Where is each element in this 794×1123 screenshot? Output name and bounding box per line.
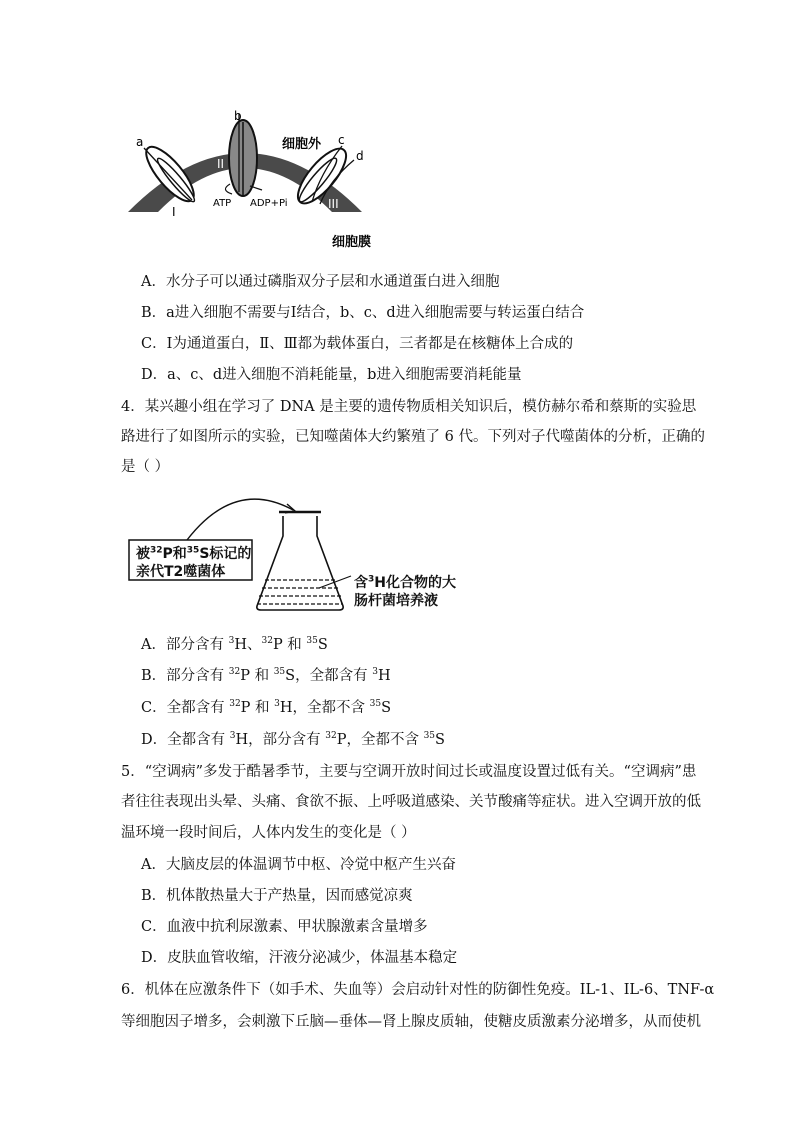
q4-option-b: B．部分含有 $^{32}$P 和 $^{35}$S，全都含有 $^3$H	[141, 667, 391, 684]
label-c: c	[338, 133, 345, 147]
q6-stem-1: 6．机体在应激条件下（如手术、失血等）会启动针对性的防御性免疫。IL-1、IL-6、TNF-α	[121, 982, 715, 998]
q3-option-d: D．a、c、d进入细胞不消耗能量，b进入细胞需要消耗能量	[141, 367, 522, 383]
q3-option-c: C．Ⅰ为通道蛋白，Ⅱ、Ⅲ都为载体蛋白，三者都是在核糖体上合成的	[141, 336, 574, 352]
label-adp: ADP+Pi	[250, 198, 288, 209]
q5-option-c: C．血液中抗利尿激素、甲状腺激素含量增多	[141, 919, 428, 935]
label-outside: 细胞外	[282, 137, 322, 152]
q5-option-b: B．机体散热量大于产热量，因而感觉凉爽	[141, 888, 413, 904]
label-a: a	[136, 135, 144, 149]
q4-option-a: A．部分含有 $^3$H、$^{32}$P 和 $^{35}$S	[141, 636, 328, 653]
q3-option-a: A．水分子可以通过磷脂双分子层和水通道蛋白进入细胞	[141, 274, 500, 290]
flask-label: 含$^3$H化合物的大 肠杆菌培养液	[354, 574, 456, 609]
q4-stem-1: 4．某兴趣小组在学习了 DNA 是主要的遗传物质相关知识后，模仿赫尔希和蔡斯的实验思	[121, 399, 697, 415]
q4-stem-3: 是（ ）	[121, 459, 170, 475]
q6-stem-2: 等细胞因子增多，会刺激下丘脑—垂体—肾上腺皮质轴，使糖皮质激素分泌增多，从而使机	[121, 1014, 701, 1030]
label-II: II	[217, 157, 225, 171]
q4-option-d: D．全都含有 $^3$H，部分含有 $^{32}$P，全都不含 $^{35}$S	[141, 731, 445, 748]
transfer-arrow	[187, 499, 293, 540]
carrier-protein-II	[229, 120, 257, 196]
label-I: I	[172, 205, 176, 219]
q4-stem-2: 路进行了如图所示的实验，已知噬菌体大约繁殖了 6 代。下列对子代噬菌体的分析，正确的	[121, 429, 705, 445]
label-d: d	[356, 149, 364, 163]
label-b: b	[234, 109, 242, 123]
label-III: III	[328, 197, 339, 211]
label-membrane: 细胞膜	[332, 235, 372, 250]
q4-option-c: C．全都含有 $^{32}$P 和 $^3$H，全都不含 $^{35}$S	[141, 699, 392, 716]
q5-option-a: A．大脑皮层的体温调节中枢、冷觉中枢产生兴奋	[141, 857, 456, 873]
q3-option-b: B．a进入细胞不需要与Ⅰ结合，b、c、d进入细胞需要与转运蛋白结合	[141, 305, 585, 321]
flask-icon	[257, 512, 343, 610]
q5-option-d: D．皮肤血管收缩，汗液分泌减少，体温基本稳定	[141, 950, 458, 966]
q5-stem-3: 温环境一段时间后，人体内发生的变化是（ ）	[121, 825, 416, 841]
q5-stem-2: 者往往表现出头晕、头痛、食欲不振、上呼吸道感染、关节酸痛等症状。进入空调开放的低	[121, 794, 701, 810]
parent-phage-label: 被$^{32}$P和$^{35}$S标记的 亲代T2噬菌体	[136, 545, 252, 580]
q5-stem-1: 5．“空调病”多发于酷暑季节，主要与空调开放时间过长或温度设置过低有关。“空调病”患	[121, 764, 697, 780]
label-atp: ATP	[213, 198, 232, 209]
membrane-transport-figure	[110, 104, 400, 254]
